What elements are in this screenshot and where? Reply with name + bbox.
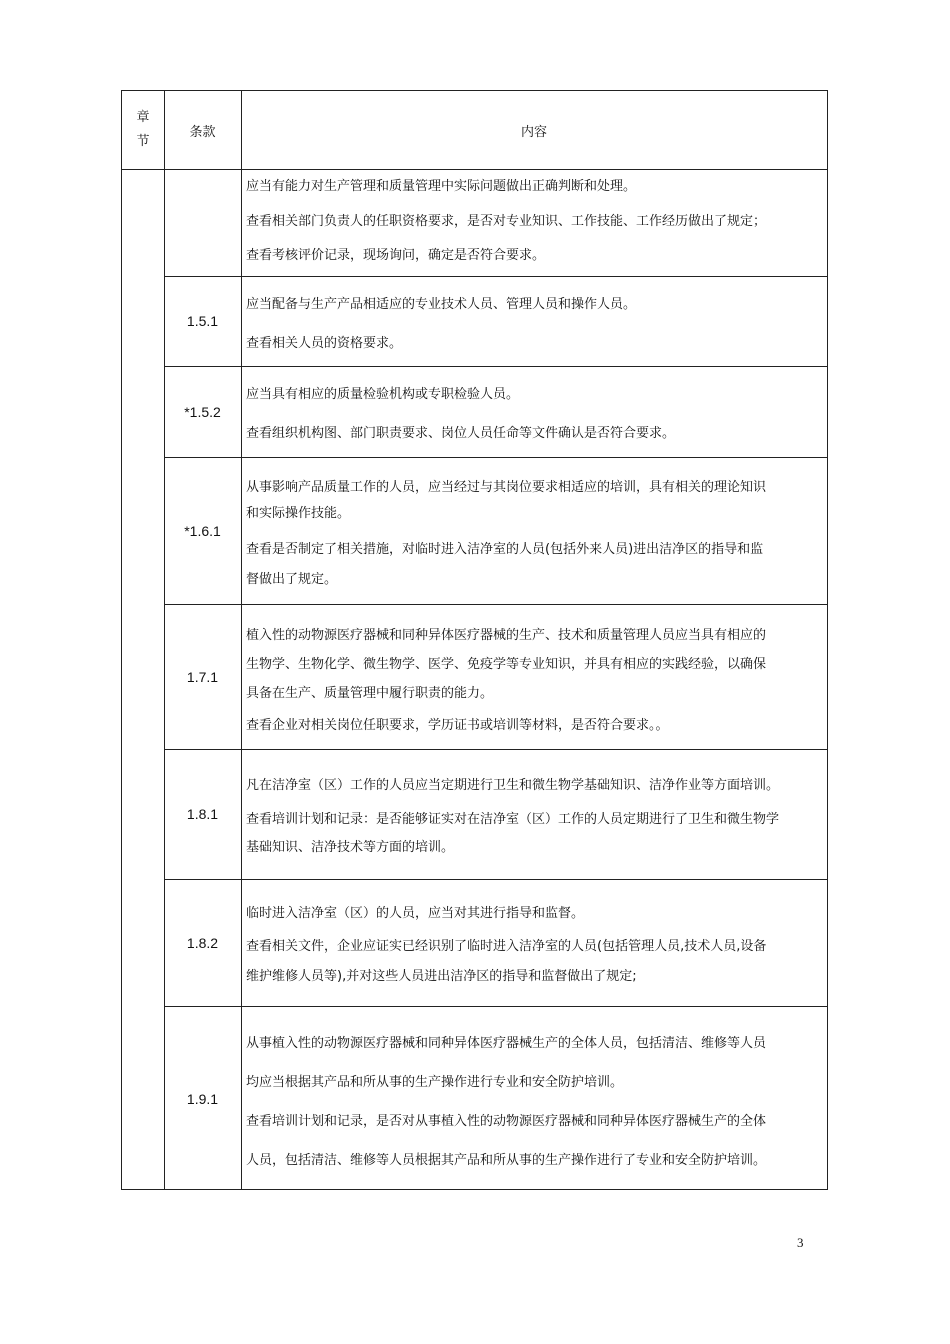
content-line: 应当具有相应的质量检验机构或专职检验人员。 [246, 387, 520, 402]
header-chapter-line1: 章 [136, 110, 150, 125]
row-divider [164, 879, 827, 880]
clause-cell [164, 169, 241, 276]
content-line: 生物学、生物化学、微生物学、医学、免疫学等专业知识，并具有相应的实践经验，以确保 [246, 657, 767, 672]
content-line: 查看相关部门负责人的任职资格要求，是否对专业知识、工作技能、工作经历做出了规定； [246, 214, 767, 229]
row-divider [164, 276, 827, 277]
content-line: 查看企业对相关岗位任职要求，学历证书或培训等材料，是否符合要求。。 [246, 718, 669, 733]
content-cell [246, 385, 846, 444]
content-line: 应当有能力对生产管理和质量管理中实际问题做出正确判断和处理。 [246, 179, 637, 194]
content-line: 应当配备与生产产品相适应的专业技术人员、管理人员和操作人员。 [246, 297, 637, 312]
content-line: 督做出了规定。 [246, 572, 338, 587]
content-line: 查看组织机构图、部门职责要求、岗位人员任命等文件确认是否符合要求。 [246, 426, 676, 441]
content-line: 临时进入洁净室（区）的人员，应当对其进行指导和监督。 [246, 906, 585, 921]
content-cell [246, 621, 846, 741]
clause-cell: 1.8.2 [186, 934, 219, 951]
content-cell [246, 295, 846, 354]
content-line: 和实际操作技能。 [246, 506, 351, 521]
content-line: 基础知识、洁净技术等方面的培训。 [246, 840, 455, 855]
content-line: 从事影响产品质量工作的人员，应当经过与其岗位要求相适应的培训，具有相关的理论知识 [246, 480, 767, 495]
content-cell [246, 904, 846, 992]
clause-cell: *1.6.1 [184, 522, 221, 539]
content-cell [246, 475, 846, 595]
content-line: 查看考核评价记录，现场询问，确定是否符合要求。 [246, 248, 546, 263]
column-divider [241, 91, 242, 1189]
content-line: 查看是否制定了相关措施，对临时进入洁净室的人员(包括外来人员)进出洁净区的指导和监 [246, 542, 764, 557]
row-divider [164, 749, 827, 750]
content-line: 均应当根据其产品和所从事的生产操作进行专业和安全防护培训。 [246, 1075, 624, 1090]
content-line: 查看相关文件，企业应证实已经识别了临时进入洁净室的人员(包括管理人员,技术人员,设备 [246, 939, 767, 954]
clause-cell: 1.7.1 [186, 668, 219, 685]
content-line: 具备在生产、质量管理中履行职责的能力。 [246, 686, 494, 701]
row-divider [164, 604, 827, 605]
requirements-table [121, 90, 828, 1190]
content-cell [246, 776, 846, 862]
content-line: 人员，包括清洁、维修等人员根据其产品和所从事的生产操作进行了专业和安全防护培训。 [246, 1153, 767, 1168]
content-line: 维护维修人员等),并对这些人员进出洁净区的指导和监督做出了规定; [246, 969, 637, 984]
header-chapter [122, 91, 164, 169]
content-cell [246, 177, 846, 266]
row-divider [164, 457, 827, 458]
header-chapter-line2: 节 [136, 134, 150, 149]
header-clause: 条款 [189, 124, 216, 140]
clause-cell: 1.8.1 [186, 806, 219, 822]
content-line: 凡在洁净室（区）工作的人员应当定期进行卫生和微生物学基础知识、洁净作业等方面培训。 [246, 778, 780, 793]
page-number: 3 [797, 1235, 804, 1250]
clause-cell: *1.5.2 [184, 403, 221, 420]
clause-cell: 1.9.1 [186, 1090, 219, 1107]
clause-cell: 1.5.1 [186, 313, 219, 329]
content-line: 从事植入性的动物源医疗器械和同种异体医疗器械生产的全体人员，包括清洁、维修等人员 [246, 1036, 767, 1051]
content-cell [246, 1033, 846, 1172]
content-line: 植入性的动物源医疗器械和同种异体医疗器械的生产、技术和质量管理人员应当具有相应的 [246, 628, 767, 643]
row-divider [164, 366, 827, 367]
content-line: 查看培训计划和记录：是否能够证实对在洁净室（区）工作的人员定期进行了卫生和微生物学 [246, 812, 780, 827]
header-content: 内容 [520, 124, 547, 140]
content-line: 查看培训计划和记录，是否对从事植入性的动物源医疗器械和同种异体医疗器械生产的全体 [246, 1114, 767, 1129]
row-divider [164, 1006, 827, 1007]
content-line: 查看相关人员的资格要求。 [246, 336, 403, 351]
